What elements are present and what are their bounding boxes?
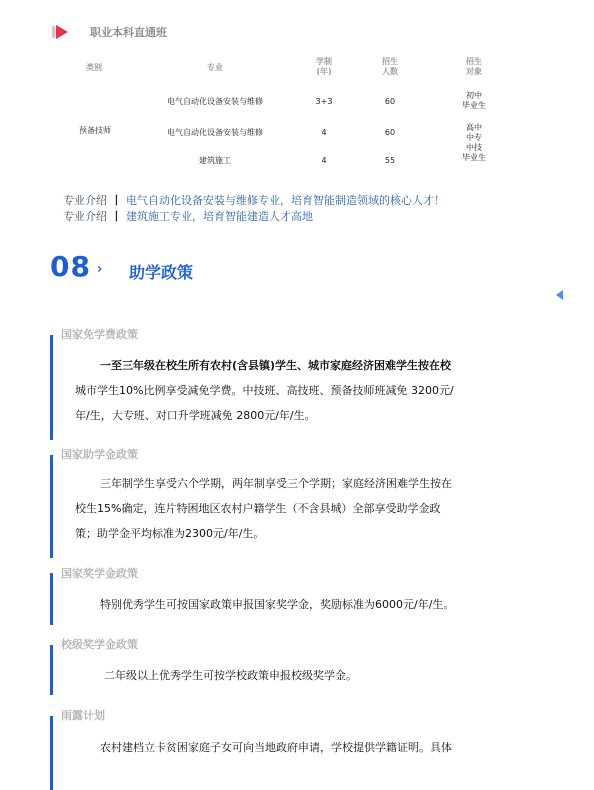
play-triangle-icon	[52, 25, 68, 39]
policy-accent-bar	[50, 455, 53, 558]
col-header-major: 专业	[207, 63, 223, 72]
table-row-3-major: 建筑施工	[199, 156, 231, 165]
col-header-quota: 招生 人数	[382, 57, 398, 76]
col-header-years: 学制 (年)	[316, 57, 332, 76]
policy-title: 国家助学金政策	[61, 448, 138, 461]
intro-separator: 丨	[111, 194, 122, 207]
intro-line-2	[63, 208, 313, 224]
intro-text: 电气自动化设备安装与维修专业，培育智能制造领域的核心人才！	[126, 194, 445, 207]
policy-accent-bar	[50, 573, 53, 625]
table-row-1-years: 3+3	[315, 97, 333, 106]
table-row-1-target: 初中 毕业生	[462, 91, 486, 110]
policy-accent-bar	[50, 716, 53, 790]
policy-line: 三年制学生享受六个学期，两年制享受三个学期；家庭经济困难学生按在	[100, 477, 452, 490]
intro-label: 专业介绍	[63, 194, 107, 207]
intro-line-1	[63, 192, 445, 208]
side-triangle-icon	[556, 290, 563, 300]
policy-line: 特别优秀学生可按国家政策申报国家奖学金，奖励标准为6000元/年/生。	[100, 598, 455, 611]
policy-line: 二年级以上优秀学生可按学校政策申报校级奖学金。	[104, 669, 357, 682]
table-row-3-years: 4	[321, 156, 327, 165]
intro-label: 专业介绍	[63, 210, 107, 223]
table-row-1-quota: 60	[384, 97, 396, 106]
col-header-category: 类别	[86, 63, 102, 72]
table-row-3-quota: 55	[384, 156, 396, 165]
table-row-2-target: 高中 中专 中技 毕业生	[462, 123, 486, 162]
table-row-2-quota: 60	[384, 128, 396, 137]
policy-title: 雨露计划	[61, 709, 105, 722]
table-row-2-years: 4	[321, 128, 327, 137]
policy-accent-bar	[50, 645, 53, 695]
table-row-2-major: 电气自动化设备安装与维修	[167, 128, 263, 137]
category-cell: 预备技师	[79, 126, 111, 135]
policy-line: 城市学生10%比例享受减免学费。中技班、高技班、预备技师班减免 3200元/	[75, 384, 454, 397]
intro-separator: 丨	[111, 210, 122, 223]
policy-line: 策；助学金平均标准为2300元/年/生。	[75, 527, 265, 540]
policy-title: 国家奖学金政策	[61, 567, 138, 580]
col-header-target: 招生 对象	[466, 57, 482, 76]
intro-text: 建筑施工专业，培育智能建造人才高地	[126, 210, 313, 223]
policy-line: 校生15%确定，连片特困地区农村户籍学生（不含县城）全部享受助学金政	[75, 502, 441, 515]
policy-title: 校级奖学金政策	[61, 638, 138, 651]
section-number: 08	[50, 250, 91, 283]
policy-title: 国家免学费政策	[61, 328, 138, 341]
header-title: 职业本科直通班	[90, 26, 167, 39]
section-title: 助学政策	[129, 263, 194, 282]
policy-line: 一至三年级在校生所有农村(含县镇)学生、城市家庭经济困难学生按在校	[100, 359, 452, 372]
chevron-right-icon: ›	[97, 262, 103, 277]
table-row-1-major: 电气自动化设备安装与维修	[167, 97, 263, 106]
policy-accent-bar	[50, 335, 53, 440]
policy-line: 农村建档立卡贫困家庭子女可向当地政府申请，学校提供学籍证明。具体	[100, 741, 452, 754]
policy-line: 年/生，大专班、对口升学班减免 2800元/年/生。	[75, 409, 316, 422]
